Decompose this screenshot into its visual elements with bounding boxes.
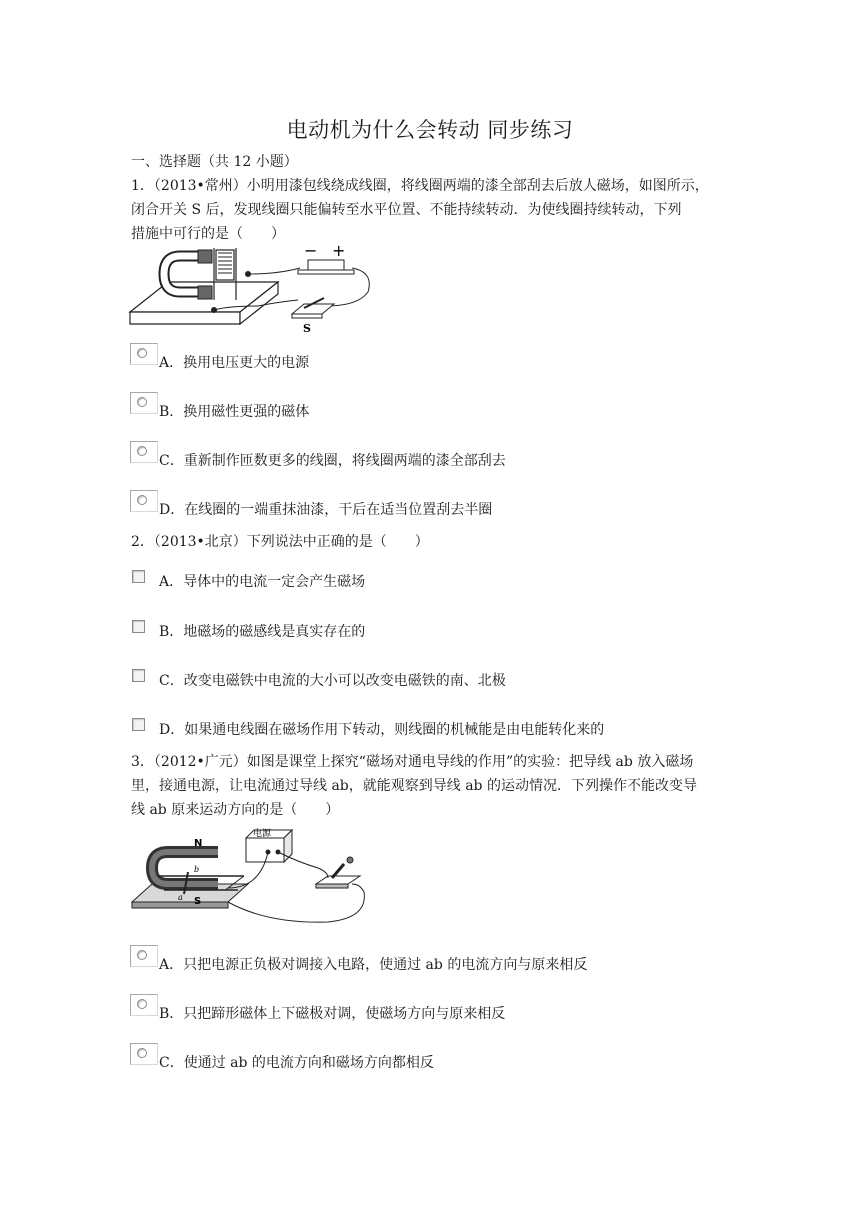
question-1-option-b[interactable] [130,392,730,422]
option-text: A．换用电压更大的电源 [159,355,310,371]
question-2-option-c[interactable] [130,667,730,697]
question-2-option-d[interactable] [130,716,730,746]
option-text: B．只把蹄形磁体上下磁极对调，使磁场方向与原来相反 [159,1006,506,1022]
question-1-stem-line-3: 措施中可行的是（ ） [131,226,285,242]
checkbox[interactable] [132,669,145,682]
label-a: a [178,893,183,902]
checkbox[interactable] [132,620,145,633]
question-3-option-b[interactable] [130,994,730,1024]
question-3-stem [131,750,733,822]
battery-plus-label: + [332,244,346,260]
question-1-stem-line-2: 闭合开关 S 后，发现线圈只能偏转至水平位置、不能持续转动．为使线圈持续转动，下列 [131,202,682,218]
question-1-stem-line-1: 1．（2013•常州）小明用漆包线绕成线圈，将线圈两端的漆全部刮去后放人磁场，如图所示， [131,178,709,194]
radio-button[interactable] [130,994,158,1016]
question-1-option-a[interactable] [130,343,730,373]
question-1-option-d[interactable] [130,490,730,520]
switch-label: S [303,322,311,334]
magnetic-force-figure [128,828,372,928]
page-title: 电动机为什么会转动 同步练习 [286,118,574,142]
radio-button[interactable] [130,392,158,414]
south-pole-label: S [194,896,202,907]
section-heading: 一、选择题（共 12 小题） [131,154,298,170]
checkbox[interactable] [132,718,145,731]
radio-button[interactable] [130,343,158,365]
checkbox[interactable] [132,570,145,583]
motor-circuit-figure [128,244,378,334]
question-2-stem: 2．（2013•北京）下列说法中正确的是（ ） [131,534,429,550]
question-3-stem-line-3: 线 ab 原来运动方向的是（ ） [131,802,340,818]
question-3-stem-line-2: 里，接通电源，让电流通过导线 ab，就能观察到导线 ab 的运动情况．下列操作不能改变导 [131,778,697,794]
battery-minus-label: − [304,244,318,260]
question-2-option-b[interactable] [130,618,730,648]
north-pole-label: N [194,838,203,849]
question-3-stem-line-1: 3．（2012•广元）如图是课堂上探究“磁场对通电导线的作用”的实验：把导线 ab 放入磁场 [131,754,694,770]
radio-button[interactable] [130,441,158,463]
label-b: b [194,865,200,874]
option-text: C．使通过 ab 的电流方向和磁场方向都相反 [159,1055,434,1071]
option-text: C．重新制作匝数更多的线圈，将线圈两端的漆全部刮去 [159,453,506,469]
radio-button[interactable] [130,490,158,512]
option-text: D．在线圈的一端重抹油漆，干后在适当位置刮去半圈 [159,502,493,518]
power-source-label: 电源 [253,829,272,839]
option-text: C．改变电磁铁中电流的大小可以改变电磁铁的南、北极 [159,673,506,689]
option-text: A．只把电源正负极对调接入电路，使通过 ab 的电流方向与原来相反 [159,957,588,973]
option-text: D．如果通电线圈在磁场作用下转动，则线圈的机械能是由电能转化来的 [159,722,605,738]
question-2-option-a[interactable] [130,568,730,598]
radio-button[interactable] [130,945,158,967]
question-3-option-a[interactable] [130,945,730,975]
option-text: A．导体中的电流一定会产生磁场 [159,574,366,590]
question-3-option-c[interactable] [130,1043,730,1073]
option-text: B．地磁场的磁感线是真实存在的 [159,624,366,640]
question-1-option-c[interactable] [130,441,730,471]
radio-button[interactable] [130,1043,158,1065]
option-text: B．换用磁性更强的磁体 [159,404,310,420]
